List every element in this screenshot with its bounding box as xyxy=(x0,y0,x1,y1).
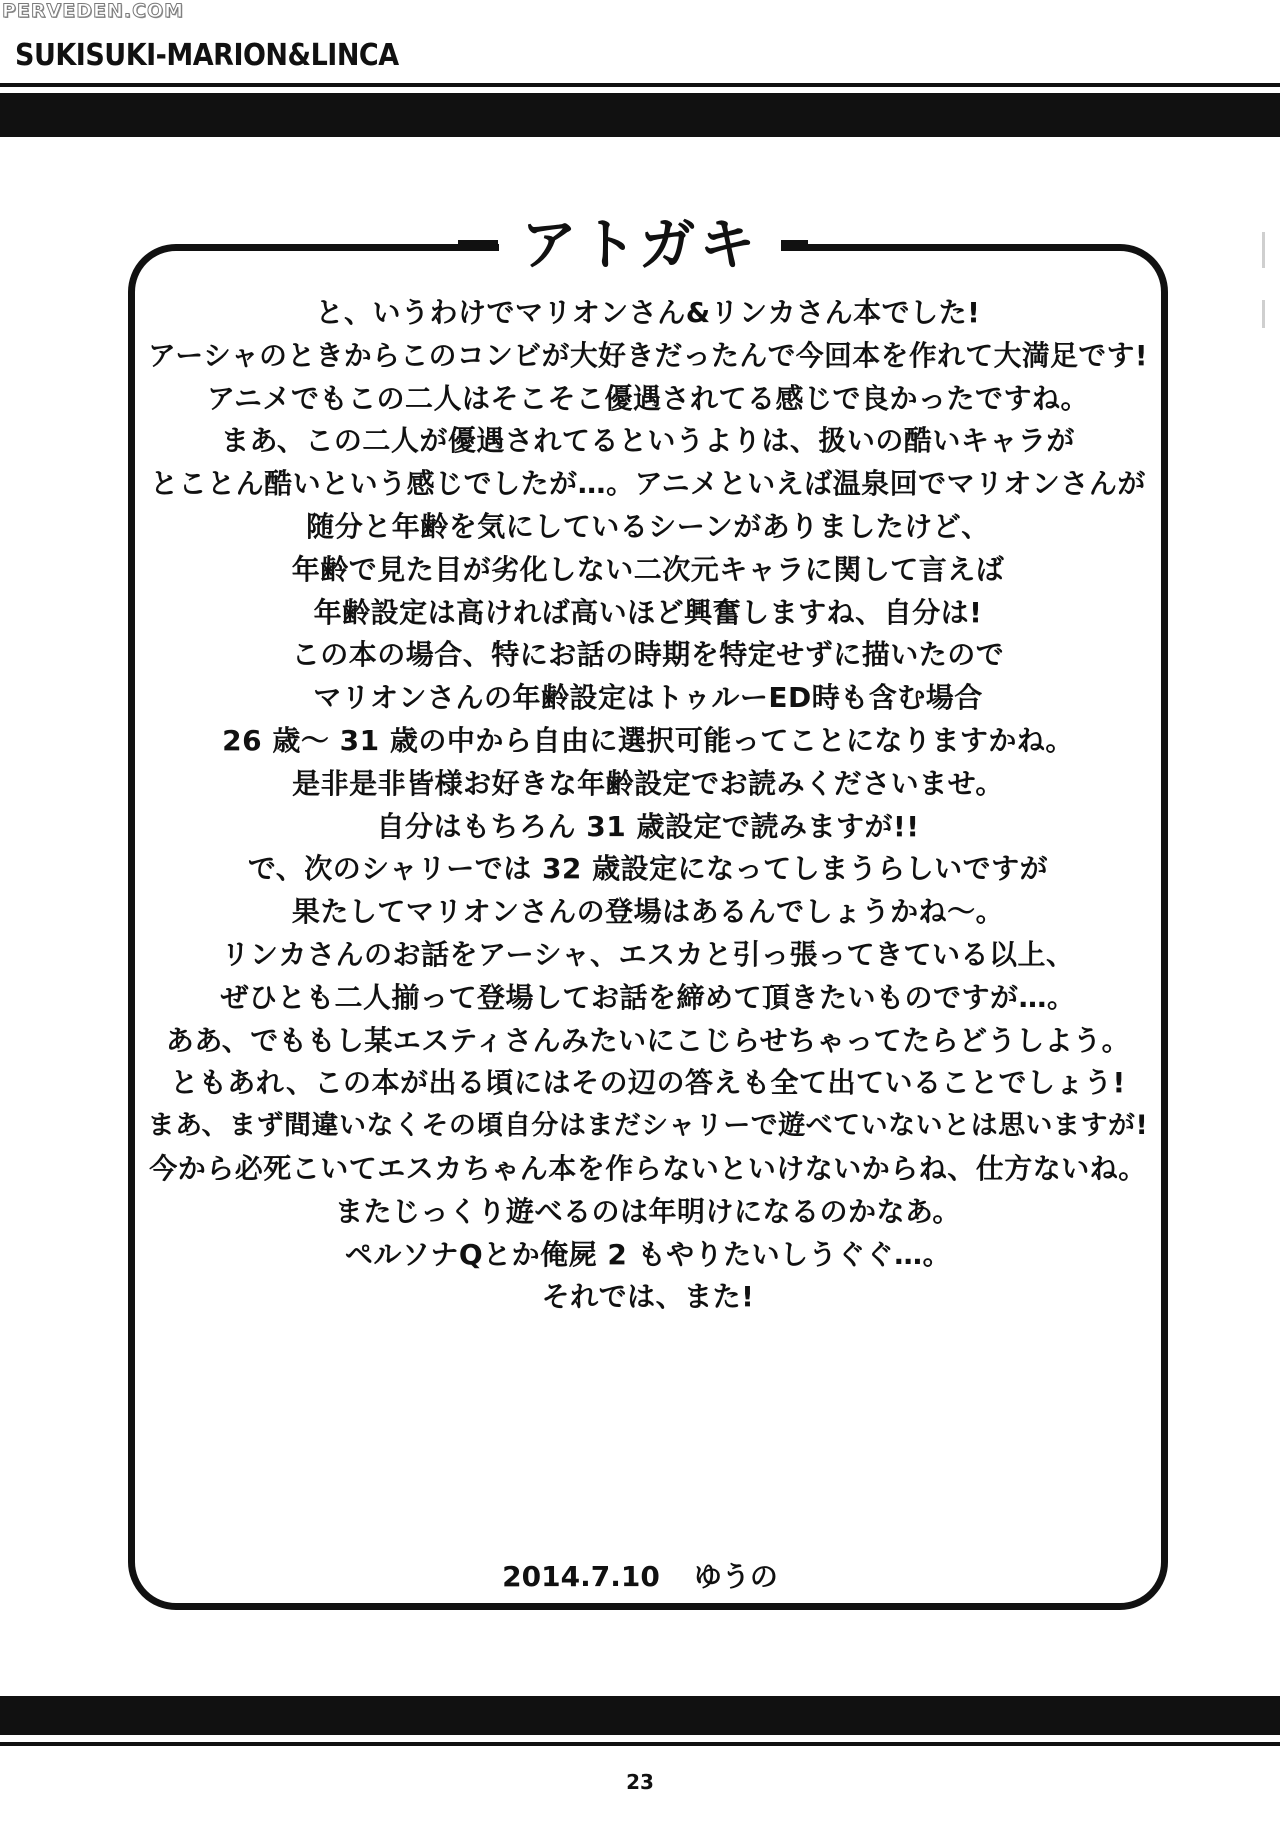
afterword-line: で、次のシャリーでは 32 歳設定になってしまうらしいですが xyxy=(247,852,1049,886)
afterword-line: アーシャのときからこのコンビが大好きだったんで今回本を作れて大満足です! xyxy=(148,338,1148,372)
afterword-line: とことん酷いという感じでしたが…。アニメといえば温泉回でマリオンさんが xyxy=(150,467,1146,501)
afterword-line: と、いうわけでマリオンさん&リンカさん本でした! xyxy=(315,296,981,329)
afterword-line: ともあれ、この本が出る頃にはその辺の答えも全て出ていることでしょう! xyxy=(170,1066,1126,1100)
edge-mark-top xyxy=(1262,232,1265,268)
afterword-line: それでは、また! xyxy=(541,1280,755,1314)
footer-rule xyxy=(0,1742,1280,1746)
afterword-line: まあ、まず間違いなくその頃自分はまだシャリーで遊べていないとは思いますが! xyxy=(147,1110,1149,1142)
afterword-line: 年齢設定は高ければ高いほど興奮しますね、自分は! xyxy=(313,595,983,629)
signature-date: 2014.7.10 xyxy=(502,1560,660,1593)
page-number: 23 xyxy=(626,1770,654,1794)
watermark: PERVEDEN.COM xyxy=(2,0,185,22)
edge-mark-middle xyxy=(1262,300,1265,328)
afterword-line: まあ、この二人が優遇されてるというよりは、扱いの酷いキャラが xyxy=(221,424,1075,458)
afterword-line: 果たしてマリオンさんの登場はあるんでしょうかね～。 xyxy=(291,895,1005,929)
afterword-heading-wrap xyxy=(0,210,1280,282)
afterword-line: ペルソナQとか俺屍 2 もやりたいしうぐぐ…。 xyxy=(344,1237,952,1271)
header-band xyxy=(0,93,1280,137)
footer-band xyxy=(0,1696,1280,1735)
signature-author: ゆうの xyxy=(693,1560,778,1593)
afterword-line: 是非是非皆様お好きな年齢設定でお読みくださいませ。 xyxy=(292,766,1004,800)
afterword-line: 年齢で見た目が劣化しない二次元キャラに関して言えば xyxy=(291,552,1005,586)
afterword-line: この本の場合、特にお話の時期を特定せずに描いたので xyxy=(291,638,1005,672)
afterword-heading: アトガキ xyxy=(499,210,781,282)
afterword-line: ああ、でももし某エスティさんみたいにこじらせちゃってたらどうしよう。 xyxy=(165,1023,1131,1057)
afterword-line: アニメでもこの二人はそこそこ優遇されてる感じで良かったですね。 xyxy=(206,381,1090,415)
afterword-line: 今から必死こいてエスカちゃん本を作らないといけないからね、仕方ないね。 xyxy=(149,1151,1147,1185)
series-title: SUKISUKI-MARION&LINCA xyxy=(15,38,399,73)
afterword-line: またじっくり遊べるのは年明けになるのかなあ。 xyxy=(335,1194,961,1228)
header-rule xyxy=(0,83,1280,87)
afterword-line: 自分はもちろん 31 歳設定で読みますが!! xyxy=(376,809,920,843)
afterword-line: リンカさんのお話をアーシャ、エスカと引っ張ってきている以上、 xyxy=(221,937,1075,971)
afterword-line: ぜひとも二人揃って登場してお話を締めて頂きたいものですが…。 xyxy=(220,980,1076,1014)
afterword-line: 26 歳～ 31 歳の中から自由に選択可能ってことになりますかね。 xyxy=(222,723,1074,757)
afterword-line: 随分と年齢を気にしているシーンがありましたけど、 xyxy=(306,509,990,543)
afterword-line: マリオンさんの年齢設定はトゥルーED時も含む場合 xyxy=(313,681,983,715)
signature xyxy=(0,1555,1280,1595)
afterword-body xyxy=(140,292,1156,1319)
